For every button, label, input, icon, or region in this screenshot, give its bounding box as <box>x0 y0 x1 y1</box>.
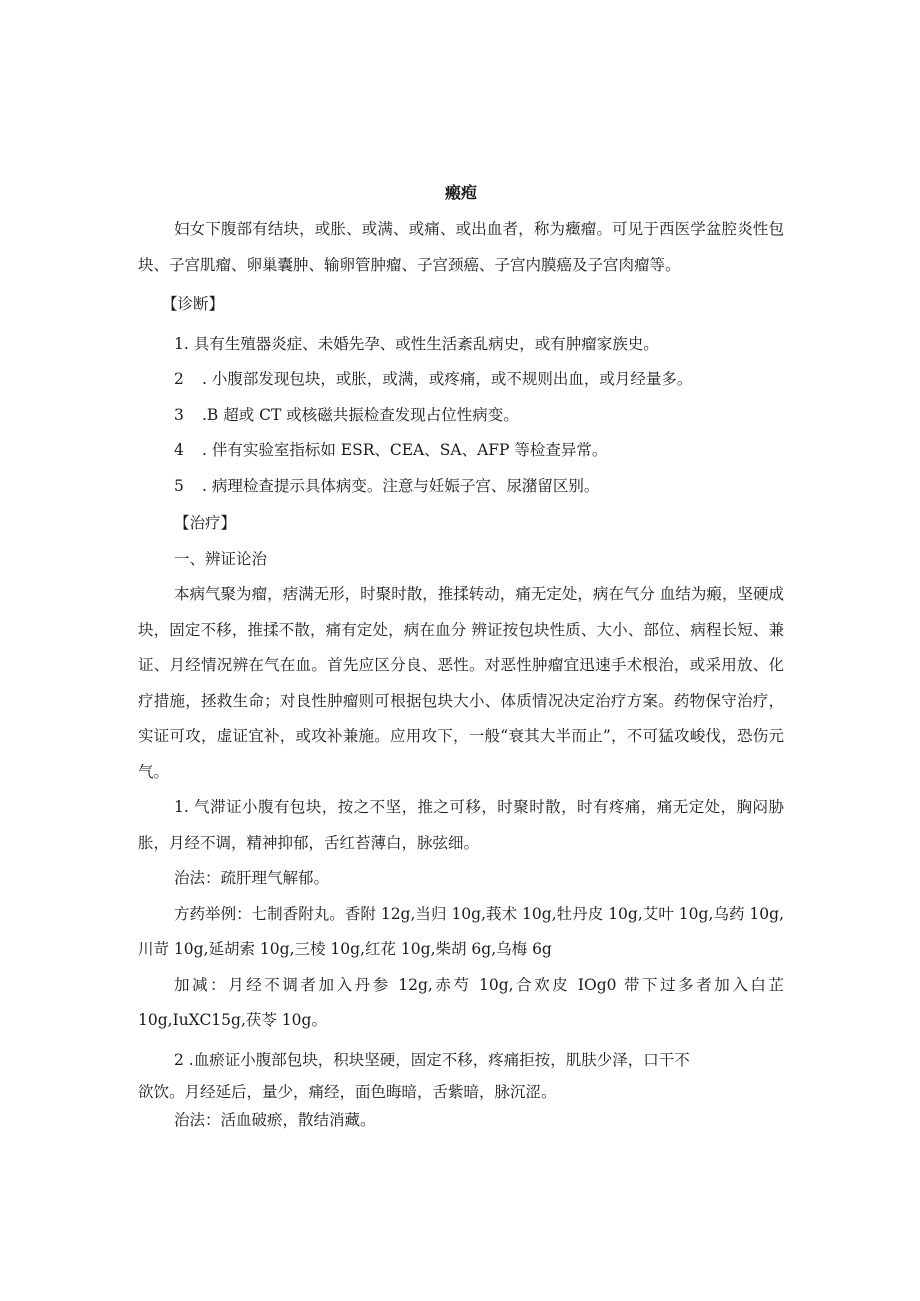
qi-stagnation-prescription: 方药举例：七制香附丸。香附 12g,当归 10g,莪术 10g,牡丹皮 10g,艾叶 10g,乌药 10g,川苛 10g,延胡索 10g,三棱 10g,红花 10g,柴胡 6g,乌梅 6g <box>138 904 784 958</box>
item-number: 4 <box>174 441 184 459</box>
blood-stasis-line-2: 欲饮。月经延后，量少，痛经，面色晦暗，舌紫暗，脉沉涩。 <box>138 1083 557 1101</box>
treatment-heading: 【治疗】 <box>174 514 237 532</box>
qi-stagnation-method: 治法：疏肝理气解郁。 <box>174 869 330 887</box>
document-page <box>138 178 784 1134</box>
item-text: . 小腹部发现包块，或胀，或满，或疼痛，或不规则出血，或月经量多。 <box>202 370 693 388</box>
treatment-subheading: 一、辨证论治 <box>174 549 268 568</box>
item-number: 2 <box>174 370 184 388</box>
item-number: 3 <box>174 405 184 424</box>
item-text: .B 超或 CT 或核磁共振检查发现占位性病变。 <box>202 405 519 424</box>
diagnosis-item-3 <box>138 398 784 434</box>
blood-stasis-method: 治法：活血破瘀，散结消藏。 <box>174 1111 376 1129</box>
item-text: . 病理检查提示具体病变。注意与妊娠子宫、尿潴留区别。 <box>202 476 600 495</box>
diagnosis-item-4 <box>138 433 784 469</box>
item-text: . 伴有实验室指标如 ESR、CEA、SA、AFP 等检查异常。 <box>202 441 608 459</box>
intro-paragraph: 妇女下腹部有结块，或胀、或满、或痛、或出血者，称为癥瘤。可见于西医学盆腔炎性包块、子宫肌瘤、卵巢囊肿、输卵管肿瘤、子宫颈癌、子宫内膜癌及子宫肉瘤等。 <box>138 220 784 274</box>
document-title: 瘢疱 <box>444 183 477 202</box>
qi-stagnation-modification: 加减：月经不调者加入丹参 12g,赤芍 10g,合欢皮 IOg0 带下过多者加入白芷 10g,IuXC15g,茯苓 10g。 <box>138 975 784 1029</box>
qi-stagnation-symptoms: 1. 气滞证小腹有包块，按之不坚，推之可移，时聚时散，时有疼痛，痛无定处，胸闷胁胀，月经不调，精神抑郁，舌红苔薄白，脉弦细。 <box>138 798 784 852</box>
diagnosis-item-1: 1. 具有生殖器炎症、未婚先孕、或性生活紊乱病史，或有肿瘤家族史。 <box>174 334 659 353</box>
treatment-overview: 本病气聚为瘤，痞满无形，时聚时散，推揉转动，痛无定处，病在气分 血结为瘢，坚硬成块，固定不移，推揉不散，痛有定处，病在血分 辨证按包块性质、大小、部位、病程长短、兼证、月经情况辨在气在血。首先应区分良、恶性。对恶性肿瘤宜迅速手术根治，或采用放、化疗措施，拯救生命；对良性肿瘤则可根据包块大小、体质情况决定治疗方案。药物保守治疗，实证可攻，虚证宜补，或攻补兼施。应用攻下，一般“衰其大半而止”，不可猛攻峻伐，恐伤元气。 <box>138 585 784 781</box>
diagnosis-item-5 <box>138 469 784 505</box>
diagnosis-item-2 <box>138 362 784 398</box>
item-number: 5 <box>174 476 184 495</box>
blood-stasis-line-1: 2 .血瘀证小腹部包块，积块坚硬，固定不移，疼痛拒按，肌肤少泽，口干不 <box>174 1050 690 1069</box>
diagnosis-heading: 【诊断】 <box>162 295 225 313</box>
